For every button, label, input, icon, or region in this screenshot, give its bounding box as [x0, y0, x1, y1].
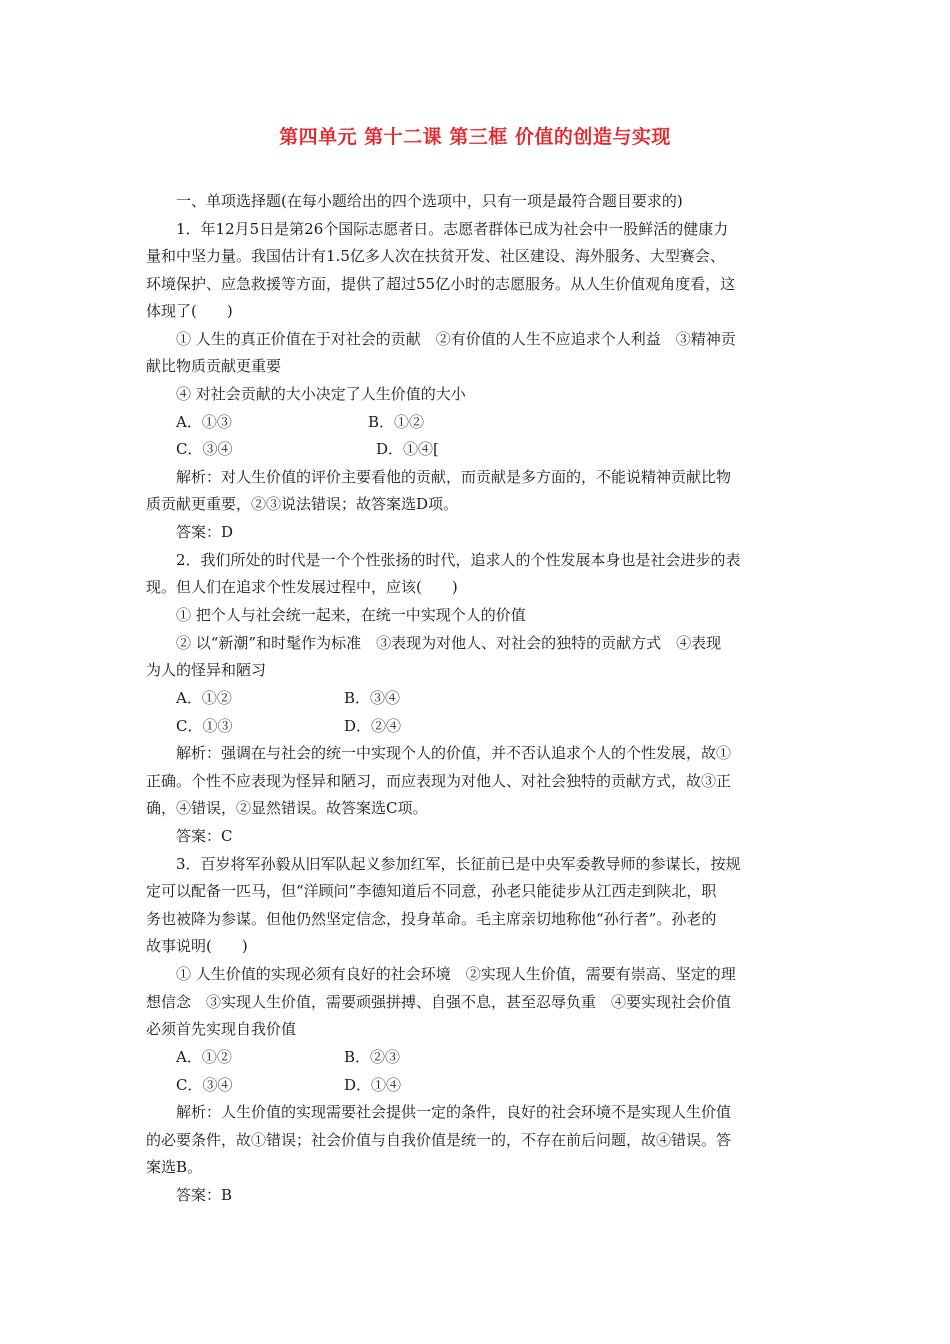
q2-option-c: C．①③: [176, 717, 233, 735]
q1-item-line: ④ 对社会贡献的大小决定了人生价值的大小: [176, 385, 466, 403]
q2-item-line: 为人的怪异和陋习: [146, 661, 267, 679]
section-heading: 一、单项选择题(在每小题给出的四个选项中，只有一项是最符合题目要求的): [176, 192, 683, 210]
q2-option-d: D．②④: [344, 717, 402, 735]
q1-stem-line: 1．年12月5日是第26个国际志愿者日。志愿者群体已成为社会中一股鲜活的健康力: [176, 220, 729, 238]
q1-analysis-line: 解析：对人生价值的评价主要看他的贡献，而贡献是多方面的，不能说精神贡献比物: [176, 468, 732, 486]
q3-stem-line: 3．百岁将军孙毅从旧军队起义参加红军，长征前已是中央军委教导师的参谋长，按规: [176, 855, 741, 873]
q2-stem-line: 现。但人们在追求个性发展过程中，应该( ): [146, 578, 458, 596]
q1-option-d: D．①④[: [376, 440, 439, 458]
q3-item-line: 必须首先实现自我价值: [146, 1020, 297, 1038]
q3-answer: 答案：B: [176, 1186, 233, 1204]
q3-analysis-line: 解析：人生价值的实现需要社会提供一定的条件，良好的社会环境不是实现人生价值: [176, 1103, 732, 1121]
q2-answer: 答案：C: [176, 827, 233, 845]
q3-analysis-line: 案选B。: [146, 1158, 203, 1176]
q2-stem-line: 2．我们所处的时代是一个个性张扬的时代，追求人的个性发展本身也是社会进步的表: [176, 551, 741, 569]
q3-stem-line: 定可以配备一匹马，但“洋顾问”李德知道后不同意，孙老只能徒步从江西走到陕北，职: [146, 882, 717, 900]
q1-option-c: C．③④: [176, 440, 233, 458]
q1-stem-line: 量和中坚力量。我国估计有1.5亿多人次在扶贫开发、社区建设、海外服务、大型赛会、: [146, 247, 725, 265]
q1-item-line: 献比物质贡献更重要: [146, 357, 282, 375]
page-title: 第四单元 第十二课 第三框 价值的创造与实现: [279, 126, 671, 148]
q1-analysis-line: 质贡献更重要，②③说法错误；故答案选D项。: [146, 495, 459, 513]
q1-answer: 答案：D: [176, 523, 234, 541]
q2-analysis-line: 解析：强调在与社会的统一中实现个人的价值，并不否认追求个人的个性发展，故①: [176, 744, 732, 762]
q2-item-line: ② 以“新潮”和时髦作为标准 ③表现为对他人、对社会的独特的贡献方式 ④表现: [176, 634, 722, 652]
q3-analysis-line: 的必要条件，故①错误；社会价值与自我价值是统一的，不存在前后问题，故④错误。答: [146, 1131, 732, 1149]
q3-option-d: D．①④: [344, 1076, 402, 1094]
q3-item-line: 想信念 ③实现人生价值，需要顽强拼搏、自强不息，甚至忍辱负重 ④要实现社会价值: [146, 993, 732, 1011]
q1-option-a: A．①③: [176, 413, 232, 431]
q1-stem-line: 环境保护、应急救援等方面，提供了超过55亿小时的志愿服务。从人生价值观角度看，这: [146, 275, 736, 293]
q3-stem-line: 务也被降为参谋。但他仍然坚定信念，投身革命。毛主席亲切地称他“孙行者”。孙老的: [146, 910, 717, 928]
q2-analysis-line: 正确。个性不应表现为怪异和陋习，而应表现为对他人、对社会独特的贡献方式，故③正: [146, 772, 732, 790]
q2-option-a: A．①②: [176, 689, 232, 707]
q2-analysis-line: 确，④错误，②显然错误。故答案选C项。: [146, 799, 428, 817]
q3-option-b: B．②③: [344, 1048, 401, 1066]
q2-item-line: ① 把个人与社会统一起来，在统一中实现个人的价值: [176, 606, 526, 624]
q1-option-b: B．①②: [368, 413, 425, 431]
q2-option-b: B．③④: [344, 689, 401, 707]
q3-stem-line: 故事说明( ): [146, 937, 248, 955]
q3-option-a: A．①②: [176, 1048, 232, 1066]
q1-item-line: ① 人生的真正价值在于对社会的贡献 ②有价值的人生不应追求个人利益 ③精神贡: [176, 330, 736, 348]
q3-option-c: C．③④: [176, 1076, 233, 1094]
q1-stem-line: 体现了( ): [146, 302, 233, 320]
q3-item-line: ① 人生价值的实现必须有良好的社会环境 ②实现人生价值，需要有崇高、坚定的理: [176, 965, 736, 983]
